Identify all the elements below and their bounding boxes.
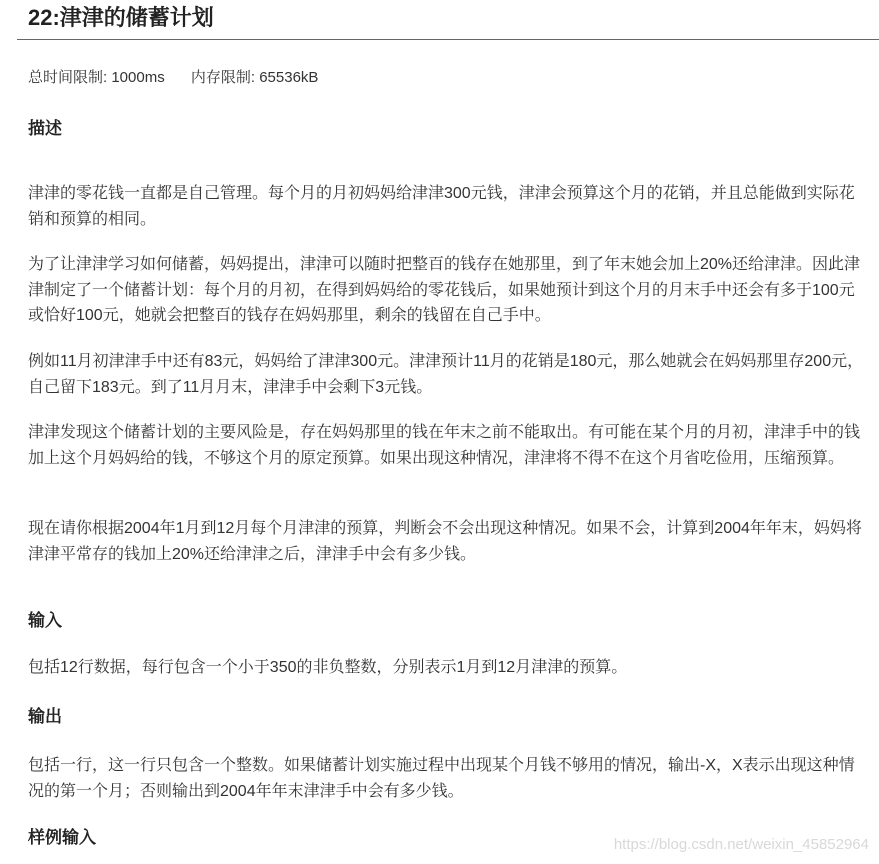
description-paragraph: 为了让津津学习如何储蓄，妈妈提出，津津可以随时把整百的钱存在她那里，到了年末她会加上20%还给津津。因此津津制定了一个储蓄计划：每个月的月初，在得到妈妈给的零花钱后，如果她预计到这个月的月末手中还会有多于100元或恰好100元，她就会把整百的钱存在妈妈那里，剩余的钱留在自己手中。 [28, 256, 861, 324]
page-title: 22:津津的储蓄计划 [28, 5, 214, 30]
description-heading: 描述 [28, 119, 62, 138]
output-heading: 输出 [28, 707, 62, 726]
input-text: 包括12行数据，每行包含一个小于350的非负整数，分别表示1月到12月津津的预算。 [28, 659, 628, 676]
memory-limit: 内存限制: 65536kB [190, 69, 319, 86]
output-text: 包括一行，这一行只包含一个整数。如果储蓄计划实施过程中出现某个月钱不够用的情况，输出-X，X表示出现这种情况的第一个月；否则输出到2004年年末津津手中会有多少钱。 [28, 757, 855, 800]
input-heading: 输入 [28, 611, 62, 630]
time-limit: 总时间限制: 1000ms [28, 69, 165, 86]
watermark: https://blog.csdn.net/weixin_45852964 [613, 836, 869, 853]
title-divider [17, 39, 879, 40]
description-paragraph: 例如11月初津津手中还有83元，妈妈给了津津300元。津津预计11月的花销是180元，那么她就会在妈妈那里存200元，自己留下183元。到了11月月末，津津手中会剩下3元钱。 [28, 353, 864, 396]
description-paragraph: 津津发现这个储蓄计划的主要风险是，存在妈妈那里的钱在年末之前不能取出。有可能在某个月的月初，津津手中的钱加上这个月妈妈给的钱，不够这个月的原定预算。如果出现这种情况，津津将不得不在这个月省吃俭用，压缩预算。 [28, 424, 861, 467]
description-paragraph: 现在请你根据2004年1月到12月每个月津津的预算，判断会不会出现这种情况。如果不会，计算到2004年年末，妈妈将津津平常存的钱加上20%还给津津之后，津津手中会有多少钱。 [28, 520, 862, 563]
limits [28, 68, 340, 88]
sample-input-heading: 样例输入 [28, 828, 96, 847]
description-paragraph: 津津的零花钱一直都是自己管理。每个月的月初妈妈给津津300元钱，津津会预算这个月的花销，并且总能做到实际花销和预算的相同。 [28, 185, 855, 228]
